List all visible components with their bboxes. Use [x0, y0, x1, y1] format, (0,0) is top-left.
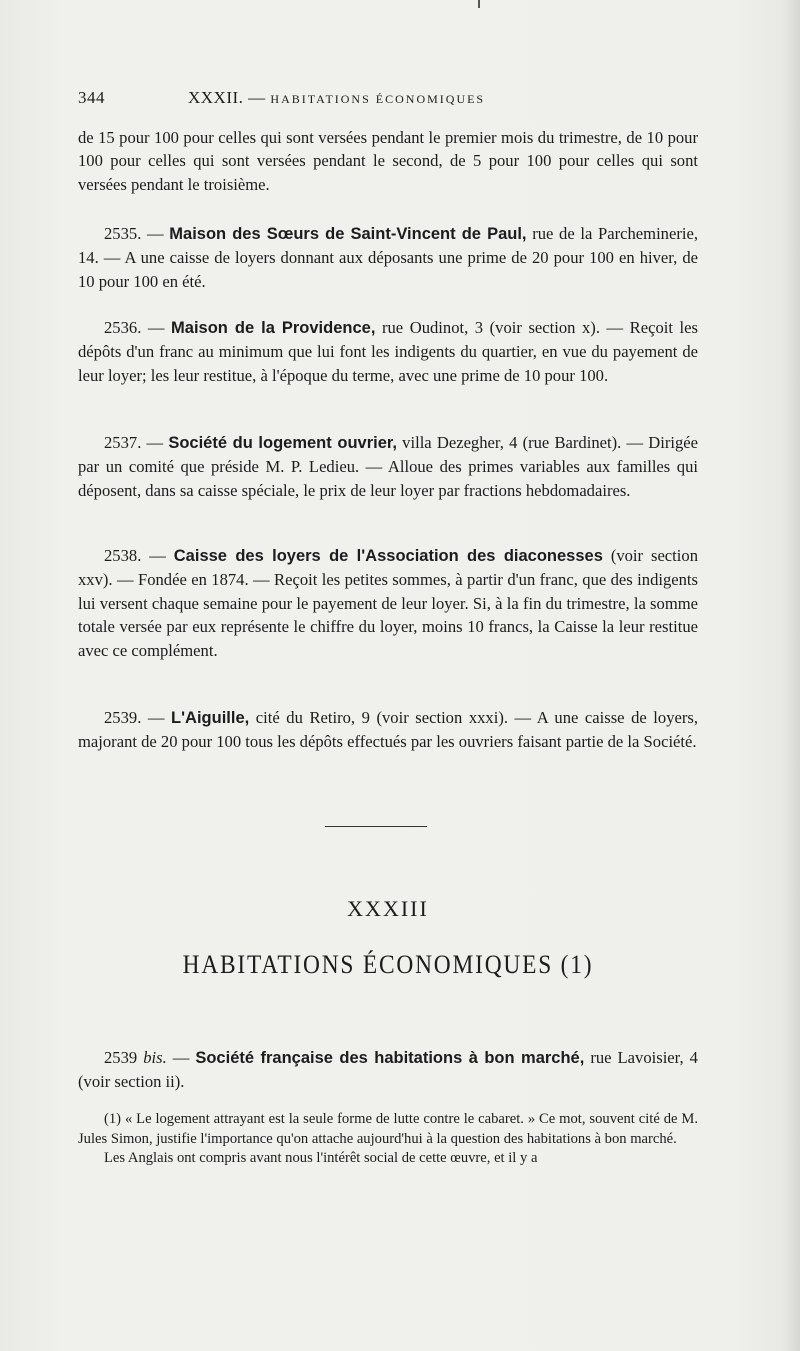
top-crop-mark	[478, 0, 480, 8]
entry-2538	[78, 544, 698, 662]
entry-number: 2537. —	[104, 433, 164, 452]
page-edge-shadow	[782, 0, 800, 1351]
entry-2539-bis	[78, 1046, 698, 1094]
entry-number: 2536. —	[104, 318, 165, 337]
entry-name: Maison de la Providence,	[171, 319, 376, 337]
entry-dash: —	[172, 1048, 190, 1067]
section-divider-rule	[325, 826, 427, 827]
page-number: 344	[78, 88, 105, 107]
running-header	[78, 88, 698, 114]
paragraph-continuation	[78, 126, 698, 196]
entry-number: 2538. —	[104, 546, 166, 565]
section-title	[39, 950, 737, 980]
entry-name: Maison des Sœurs de Saint-Vincent de Paul,	[169, 225, 527, 243]
entry-name: Société française des habitations à bon marché,	[195, 1049, 585, 1067]
entry-text: cité du Retiro, 9 (voir section xxxi). — A une caisse de loyers, majorant de 20 pour 100 tous les dépôts effectués par les ouvriers faisant partie de la Société.	[78, 708, 699, 752]
entry-text: (voir section xxv). — Fondée en 1874. — Reçoit les petites sommes, à partir d'un franc, que des indigents lui versent chaque semaine pour le payement de leur loyer. Si, à la fin du trimestre, la somme totale versée par eux représente le chiffre du loyer, moins 10 francs, la Caisse la leur restitue avec ce complément.	[78, 546, 698, 660]
footnote-continuation: Les Anglais ont compris avant nous l'intérêt social de cette œuvre, et il y a	[104, 1150, 538, 1167]
running-title	[188, 88, 485, 108]
entry-text: villa Dezegher, 4 (rue Bardinet). — Dirigée par un comité que préside M. P. Ledieu. — Alloue des primes variables aux familles qui déposent, dans sa caisse spéciale, le prix de leur loyer par fractions hebdomadaires.	[78, 433, 698, 500]
entry-bis: bis.	[143, 1048, 167, 1067]
footnote-reference: (1)	[560, 950, 594, 979]
entry-name: Société du logement ouvrier,	[168, 434, 397, 452]
entry-number: 2539	[104, 1048, 138, 1067]
footnote	[78, 1110, 698, 1169]
entry-2539	[78, 706, 698, 754]
footnote-marker: (1)	[104, 1111, 122, 1127]
entry-number: 2539. —	[104, 708, 165, 727]
entry-text: rue de la Parcheminerie, 14. — A une caisse de loyers donnant aux déposants une prime de 20 pour 100 en hiver, de 10 pour 100 en été.	[78, 224, 698, 291]
entry-2536	[78, 316, 698, 387]
entry-name: Caisse des loyers de l'Association des diaconesses	[173, 547, 603, 565]
entry-2537	[78, 431, 698, 502]
section-title-text: HABITATIONS ÉCONOMIQUES	[182, 950, 554, 979]
entry-2535	[78, 222, 698, 293]
footnote-text: « Le logement attrayant est la seule forme de lutte contre le cabaret. » Ce mot, souvent cité de M. Jules Simon, justifie l'importance qu'on attache aujourd'hui à la question des habitations à bon marché.	[78, 1111, 699, 1147]
chapter-number: XXXII.	[188, 88, 244, 107]
header-dash: —	[248, 88, 266, 107]
entry-name: L'Aiguille,	[171, 709, 250, 727]
entry-text: rue Oudinot, 3 (voir section x). — Reçoit les dépôts d'un franc au minimum que lui font les indigents du quartier, en vue du payement de leur loyer; les leur restitue, à l'époque du terme, avec une prime de 10 pour 100.	[78, 318, 698, 385]
entry-number: 2535. —	[104, 224, 164, 243]
section-number: XXXIII	[347, 896, 429, 921]
entry-text: rue Lavoisier, 4 (voir section ii).	[78, 1048, 698, 1092]
chapter-title: HABITATIONS ÉCONOMIQUES	[270, 92, 486, 106]
paragraph-text: de 15 pour 100 pour celles qui sont versées pendant le premier mois du trimestre, de 10 pour 100 pour celles qui sont versées pendant le second, de 5 pour 100 pour celles qui sont versées pendant le troisième.	[78, 128, 698, 194]
